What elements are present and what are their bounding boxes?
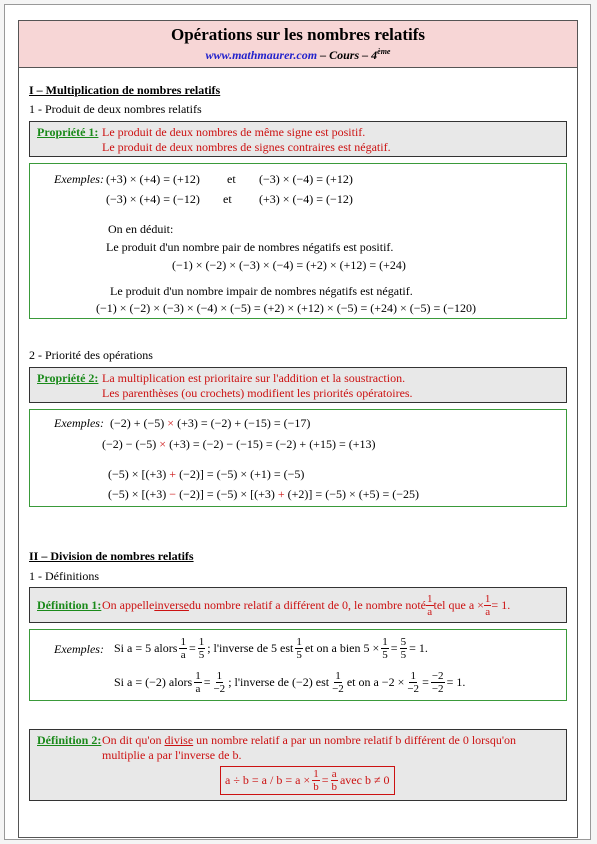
formula-text: avec b ≠ 0: [339, 773, 390, 787]
def-text: du nombre relatif a différent de 0, le nombre noté: [188, 597, 426, 612]
example-line: (+3) × (−4) = (−12): [259, 192, 353, 206]
ex-text: =: [188, 640, 196, 655]
even-rule: Le produit d'un nombre pair de nombres négatifs est positif.: [106, 240, 394, 254]
example-line: (+3) × (+4) = (+12): [106, 172, 200, 186]
fraction: $\frac{1}{a}$: [484, 592, 491, 618]
expr-part: (−2) + (−5): [110, 416, 168, 430]
def-keyword: divise: [164, 733, 194, 747]
property-2-label: Propriété 2:: [37, 371, 99, 385]
ex-text: = 1.: [409, 640, 428, 655]
ex-text: =: [422, 674, 429, 689]
example-et: et: [223, 192, 232, 206]
def-text: tel que a ×: [433, 597, 484, 612]
property-1-label: Propriété 1:: [37, 125, 99, 139]
expr-part: (−5) × [(+3): [108, 467, 170, 481]
definition-1-label: Définition 1:: [37, 598, 102, 612]
fraction: 1 5: [296, 635, 302, 661]
fraction: $\frac{1}{5}$: [198, 635, 205, 661]
highlighted-operator: +: [277, 487, 285, 501]
examples-1-box: [29, 163, 567, 319]
def-text: On appelle: [102, 597, 155, 612]
odd-rule: Le produit d'un nombre impair de nombres négatifs est négatif.: [110, 284, 413, 298]
section-1-title: I – Multiplication de nombres relatifs: [29, 83, 221, 97]
def-keyword: inverse: [154, 597, 189, 612]
page-title: Opérations sur les nombres relatifs: [170, 25, 426, 44]
property-2-line-2: Les parenthèses (ou crochets) modifient les priorités opératoires.: [102, 386, 413, 400]
examples-2-box: [29, 409, 567, 507]
def-text: On dit qu'on: [102, 733, 165, 747]
header-banner: [19, 21, 577, 68]
definition-2-line-1: [102, 733, 516, 748]
example-et: et: [227, 172, 236, 186]
even-example: (−1) × (−2) × (−3) × (−4) = (+2) × (+12) = (+24): [172, 258, 406, 272]
ex-text: Si a = (−2) alors: [114, 674, 193, 689]
fraction: $\frac{1}{b}$: [313, 768, 319, 793]
ex-text: Si a = 5 alors: [114, 640, 178, 655]
property-2-box: [29, 367, 567, 403]
property-2-line-1: La multiplication est prioritaire sur l'addition et la soustraction.: [102, 371, 406, 385]
expr-part: (+3) = (−2) − (−15) = (−2) + (+15) = (+13): [166, 437, 376, 451]
subtitle: www.mathmaurer.com – Cours – 4ème: [205, 47, 391, 62]
fraction: $\frac{1}{a}$: [180, 635, 186, 661]
subsection-definitions-title: 1 - Définitions: [29, 569, 99, 583]
definition-2-line-2: multiplie a par l'inverse de b.: [102, 748, 242, 762]
odd-example: (−1) × (−2) × (−3) × (−4) × (−5) = (+2) × (+12) × (−5) = (+24) × (−5) = (−120): [96, 301, 477, 315]
property-1-box: [29, 121, 567, 157]
example-line: (−3) × (−4) = (+12): [259, 172, 353, 186]
priority-example-2: [102, 437, 375, 452]
priority-example-3: [108, 467, 304, 482]
property-1-line-2: Le produit de deux nombres de signes contraires est négatif.: [102, 140, 391, 154]
fraction: 1 −2: [332, 669, 344, 695]
ex-text: et on a bien 5 ×: [304, 640, 380, 655]
examples-3-box: [29, 629, 567, 701]
site-link[interactable]: www.mathmaurer.com: [205, 48, 318, 62]
expr-part: (+3) = (−2) + (−15) = (−17): [174, 416, 311, 430]
fraction: $\frac{1}{-2}$: [407, 669, 420, 695]
ex-text: ; l'inverse de 5 est: [207, 640, 294, 655]
def-text: = 1.: [491, 597, 511, 612]
fraction: $\frac{1}{a}$: [195, 669, 201, 695]
definition-2-box: [29, 729, 567, 801]
course-sheet: [18, 20, 578, 838]
example-line: (−3) × (+4) = (−12): [106, 192, 200, 206]
fraction: $\frac{1}{5}$: [382, 635, 388, 661]
fraction: $\frac{-2}{-2}$: [431, 669, 444, 695]
section-2-title: II – Division de nombres relatifs: [29, 549, 194, 563]
expr-part: (−2)] = (−5) × [(+3): [176, 487, 278, 501]
fraction: $\frac{a}{b}$: [331, 768, 337, 793]
formula-text: a ÷ b = a / b = a ×: [225, 773, 311, 787]
examples-label: Exemples:: [54, 172, 104, 186]
fraction: 1 a: [427, 592, 433, 618]
highlighted-operator: −: [169, 487, 177, 501]
ex-text: =: [203, 674, 211, 689]
priority-example-1: [110, 416, 310, 431]
priority-example-4: [108, 487, 419, 502]
property-1-line-1: Le produit de deux nombres de même signe est positif.: [102, 125, 366, 139]
formula-text: =: [321, 773, 329, 787]
ex-text: et on a −2 ×: [346, 674, 405, 689]
subsection-1-title: 1 - Produit de deux nombres relatifs: [29, 102, 202, 116]
ex-text: ; l'inverse de (−2) est: [228, 674, 330, 689]
def-text: un nombre relatif a par un nombre relatif b différent de 0 lorsqu'on: [193, 733, 517, 747]
division-formula: [220, 766, 395, 795]
subsection-2-title: 2 - Priorité des opérations: [29, 348, 153, 362]
examples-label: Exemples:: [54, 416, 104, 430]
definition-1-box: [29, 587, 567, 623]
fraction: $\frac{1}{-2}$: [213, 669, 226, 695]
inverse-example-1: [114, 632, 428, 664]
inverse-example-2: [114, 666, 465, 698]
definition-1-text: [102, 590, 510, 620]
fraction: $\frac{5}{5}$: [400, 635, 407, 661]
highlighted-operator: +: [169, 467, 177, 481]
expr-part: (−5) × [(+3): [108, 487, 170, 501]
ex-text: = 1.: [446, 674, 466, 689]
definition-2-label: Définition 2:: [37, 733, 102, 747]
examples-label: Exemples:: [54, 642, 104, 656]
expr-part: (−2)] = (−5) × (+1) = (−5): [176, 467, 305, 481]
ex-text: =: [390, 640, 398, 655]
expr-part: (+2)] = (−5) × (+5) = (−25): [284, 487, 420, 501]
highlighted-operator: ×: [159, 437, 167, 451]
expr-part: (−2) − (−5): [102, 437, 160, 451]
deduction-text: On en déduit:: [108, 222, 174, 236]
highlighted-operator: ×: [167, 416, 175, 430]
